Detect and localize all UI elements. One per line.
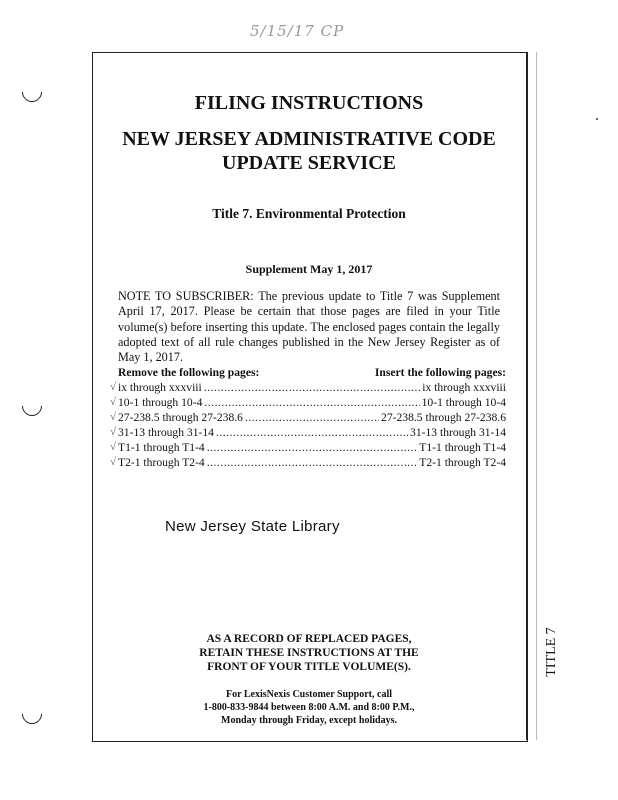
check-mark-icon: √ <box>110 426 117 438</box>
remove-pages: 31-13 through 31-14 <box>118 426 214 439</box>
support-line: 1-800-833-9844 between 8:00 A.M. and 8:00 P.M., <box>203 702 415 713</box>
side-tab-label <box>540 610 562 690</box>
check-mark-icon: √ <box>110 456 117 468</box>
table-row <box>110 441 506 456</box>
title-subject: Title 7. Environmental Protection <box>212 206 406 221</box>
check-mark-icon: √ <box>110 441 117 453</box>
table-rows <box>110 381 506 471</box>
remove-pages: 27-238.5 through 27-238.6 <box>118 411 243 424</box>
tab-edge-line <box>536 52 537 740</box>
table-row <box>110 456 506 471</box>
page-replacement-table <box>110 366 506 471</box>
dot-leader <box>207 441 418 454</box>
check-mark-icon: √ <box>110 381 117 393</box>
table-row <box>110 381 506 396</box>
table-row <box>110 426 506 441</box>
table-header <box>118 366 506 381</box>
insert-pages: 31-13 through 31-14 <box>410 426 506 439</box>
code-title-line: NEW JERSEY ADMINISTRATIVE CODE <box>122 128 496 150</box>
library-stamp: New Jersey State Library <box>165 518 340 535</box>
punch-hole-mark <box>18 78 46 106</box>
filing-instructions-heading: FILING INSTRUCTIONS <box>194 92 424 114</box>
table-row <box>110 396 506 411</box>
insert-pages: T1-1 through T1-4 <box>419 441 506 454</box>
record-instructions <box>92 632 526 674</box>
remove-pages: T2-1 through T2-4 <box>118 456 205 469</box>
punch-hole-mark <box>18 392 46 420</box>
dot-leader <box>204 396 419 409</box>
customer-support-info <box>92 688 526 727</box>
tab-divider-line <box>526 52 527 740</box>
code-title-heading <box>92 127 526 175</box>
handwritten-note: 5/15/17 CP <box>250 22 345 40</box>
dot-leader <box>245 411 379 424</box>
subscriber-note: NOTE TO SUBSCRIBER: The previous update to Title 7 was Supplement April 17, 2017. Please be certain that those pages are filed in your Title volume(s) before inserting this update. The enclosed pages contain the legally adopted text of all rule changes published in the New Jersey Register as of May 1, 2017. <box>118 289 500 365</box>
scan-speck <box>596 118 598 120</box>
insert-pages: T2-1 through T2-4 <box>419 456 506 469</box>
remove-header: Remove the following pages: <box>118 366 260 379</box>
remove-pages: 10-1 through 10-4 <box>118 396 203 409</box>
record-line: AS A RECORD OF REPLACED PAGES, <box>206 633 412 645</box>
dot-leader <box>204 381 421 394</box>
check-mark-icon: √ <box>110 411 117 423</box>
punch-hole-mark <box>18 700 46 728</box>
check-mark-icon: √ <box>110 396 117 408</box>
insert-pages: 27-238.5 through 27-238.6 <box>381 411 506 424</box>
dot-leader <box>216 426 408 439</box>
service-title-line: UPDATE SERVICE <box>222 152 396 174</box>
supplement-date: Supplement May 1, 2017 <box>245 262 373 276</box>
insert-pages: ix through xxxviii <box>422 381 506 394</box>
support-line: For LexisNexis Customer Support, call <box>225 689 392 700</box>
table-row <box>110 411 506 426</box>
remove-pages: T1-1 through T1-4 <box>118 441 205 454</box>
side-tab-text: TITLE 7 <box>544 627 559 677</box>
insert-header: Insert the following pages: <box>374 366 506 379</box>
record-line: RETAIN THESE INSTRUCTIONS AT THE <box>199 647 419 659</box>
dot-leader <box>207 456 418 469</box>
support-line: Monday through Friday, except holidays. <box>221 715 397 726</box>
remove-pages: ix through xxxviii <box>118 381 202 394</box>
insert-pages: 10-1 through 10-4 <box>421 396 506 409</box>
record-line: FRONT OF YOUR TITLE VOLUME(S). <box>207 661 411 673</box>
